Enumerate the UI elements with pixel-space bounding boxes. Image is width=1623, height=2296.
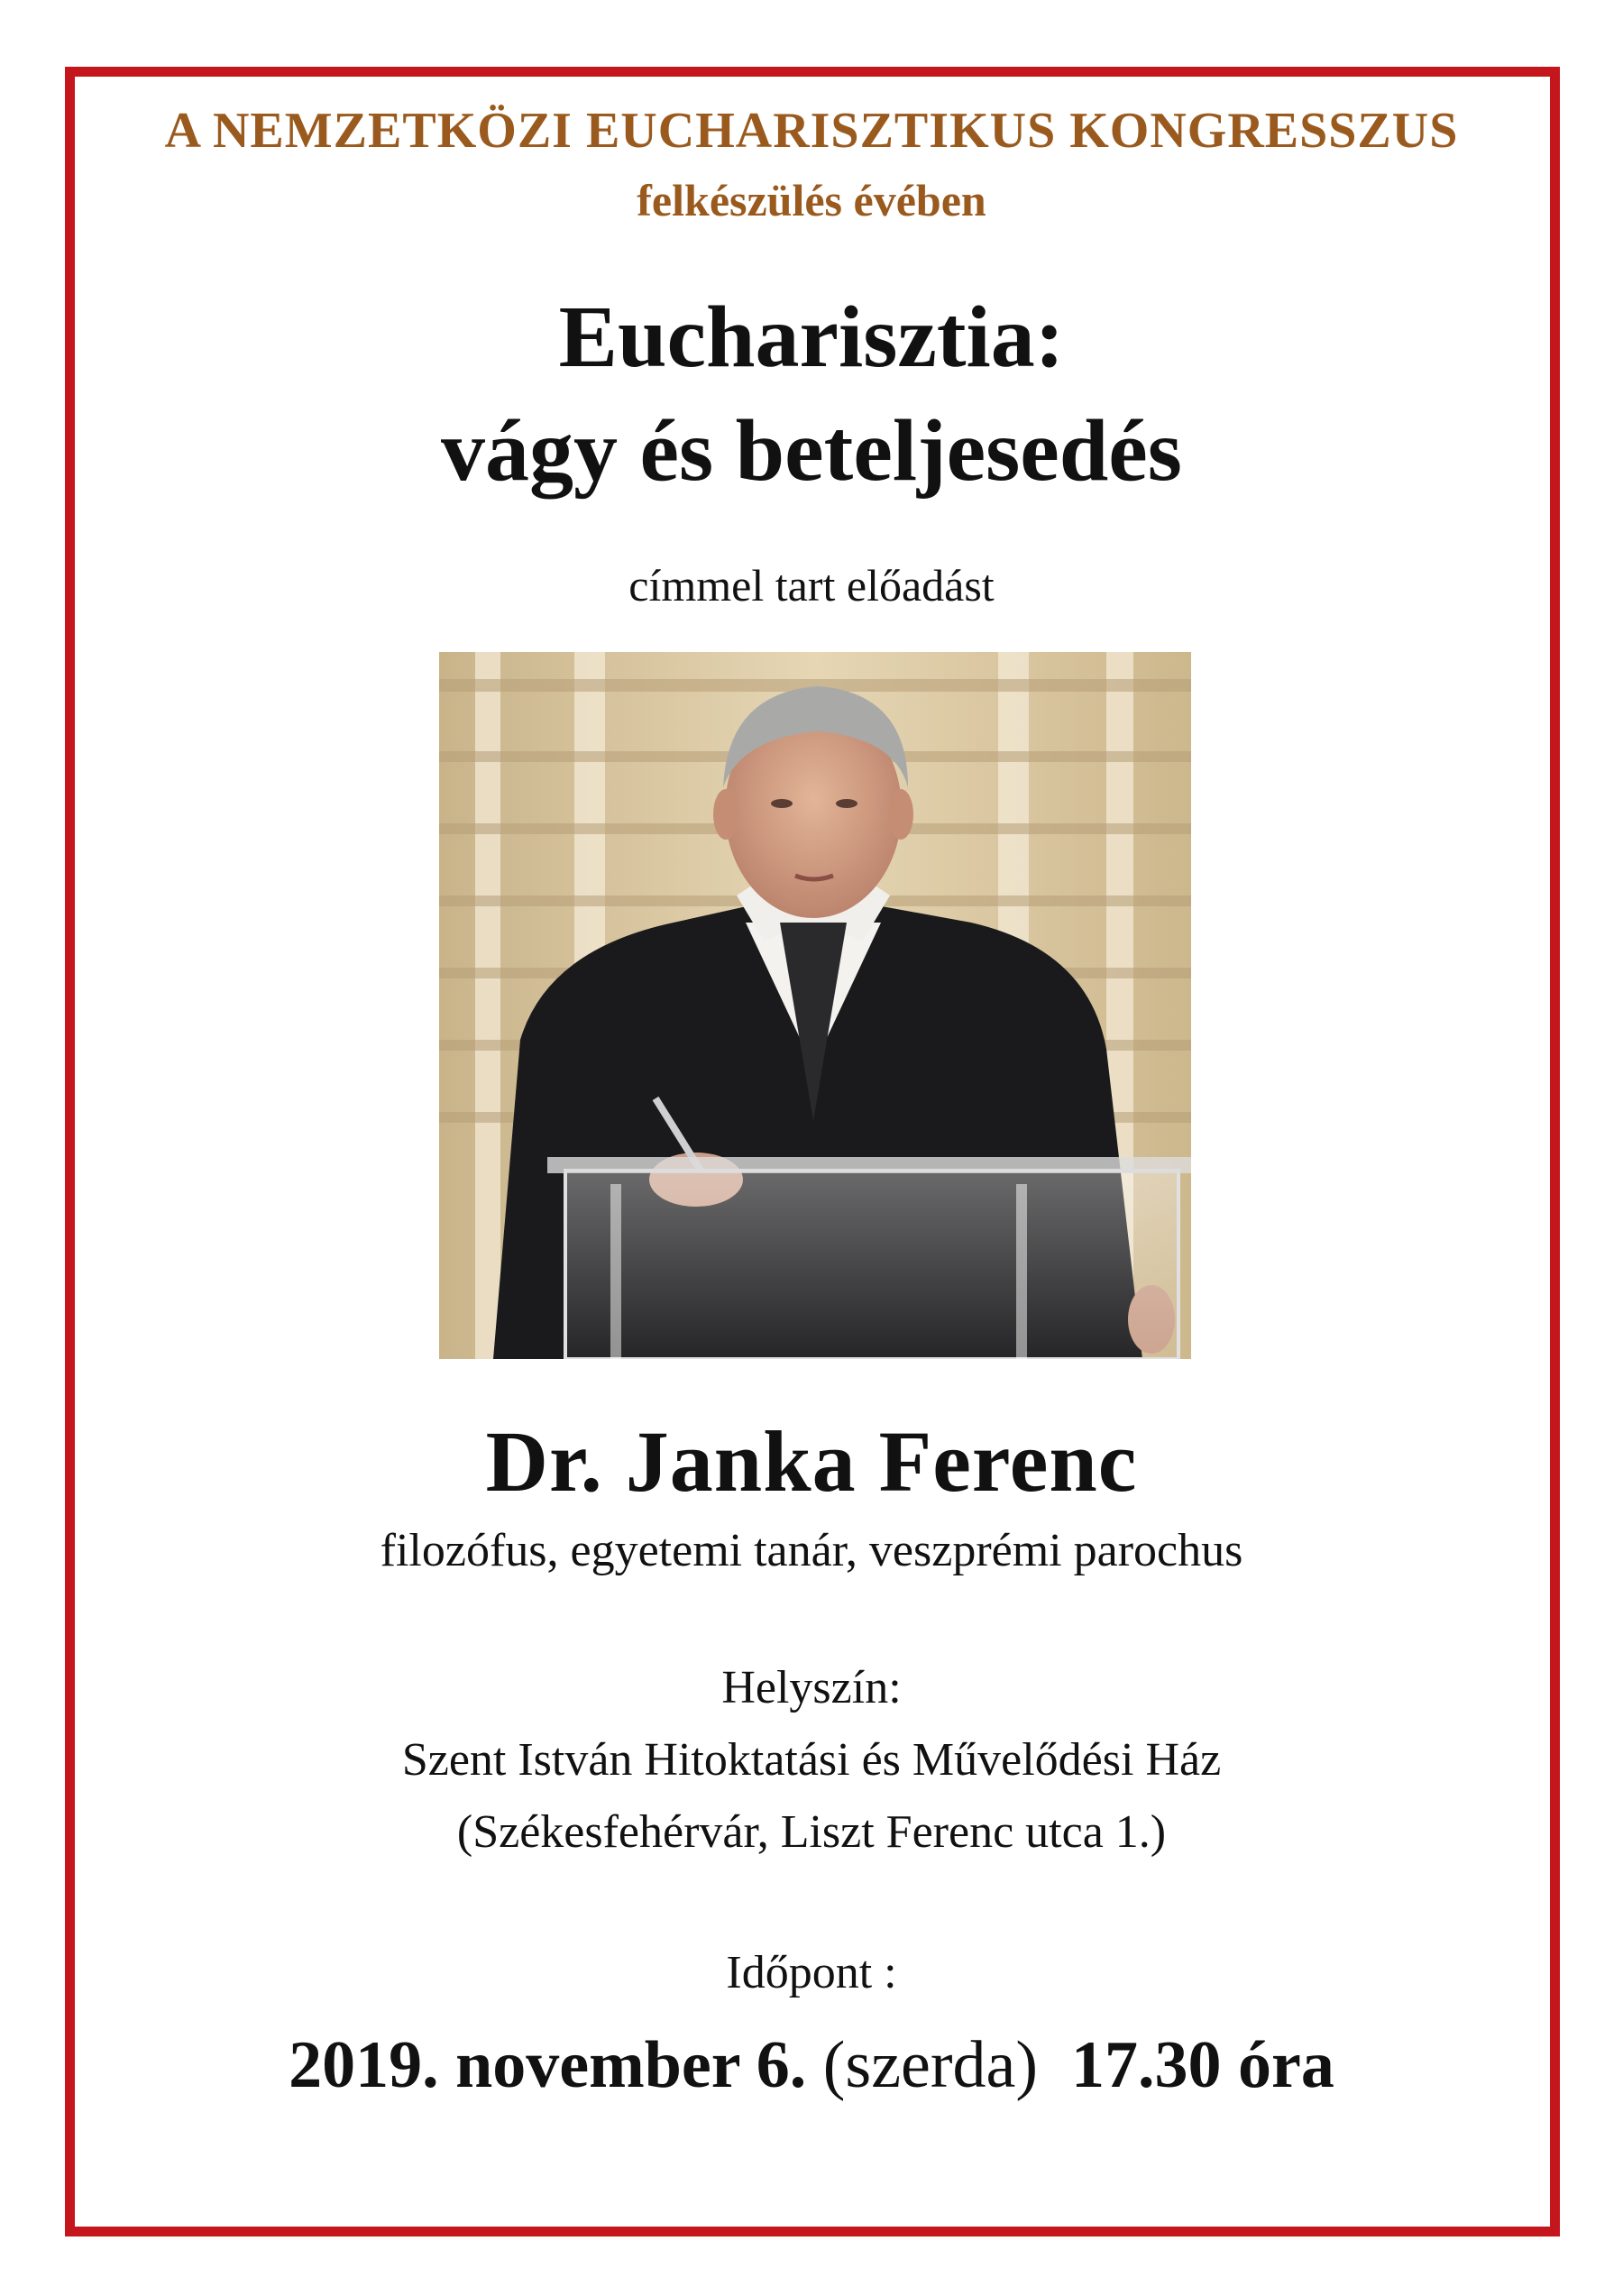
speaker-photo <box>439 652 1191 1359</box>
time-label: Időpont : <box>726 1947 897 1998</box>
speaker-name: Dr. Janka Ferenc <box>485 1413 1138 1510</box>
organization-subtitle: felkészülés évében <box>637 175 986 225</box>
event-date: 2019. november 6. <box>289 2028 807 2102</box>
organization-heading: A NEMZETKÖZI EUCHARISZTIKUS KONGRESSZUS <box>164 103 1459 159</box>
venue-label: Helyszín: <box>721 1662 902 1713</box>
lecture-title-line1: Eucharisztia: <box>558 289 1065 386</box>
venue-address: (Székesfehérvár, Liszt Ferenc utca 1.) <box>456 1806 1167 1858</box>
event-datetime <box>0 2027 1623 2104</box>
event-weekday: (szerda) <box>822 2028 1039 2102</box>
lecture-intro: címmel tart előadást <box>628 560 995 611</box>
event-hour: 17.30 óra <box>1071 2028 1334 2102</box>
venue-name: Szent István Hitoktatási és Művelődési Ház <box>401 1734 1222 1786</box>
speaker-role: filozófus, egyetemi tanár, veszprémi parochus <box>380 1525 1243 1576</box>
lecture-title-line2: vágy és beteljesedés <box>441 402 1182 500</box>
